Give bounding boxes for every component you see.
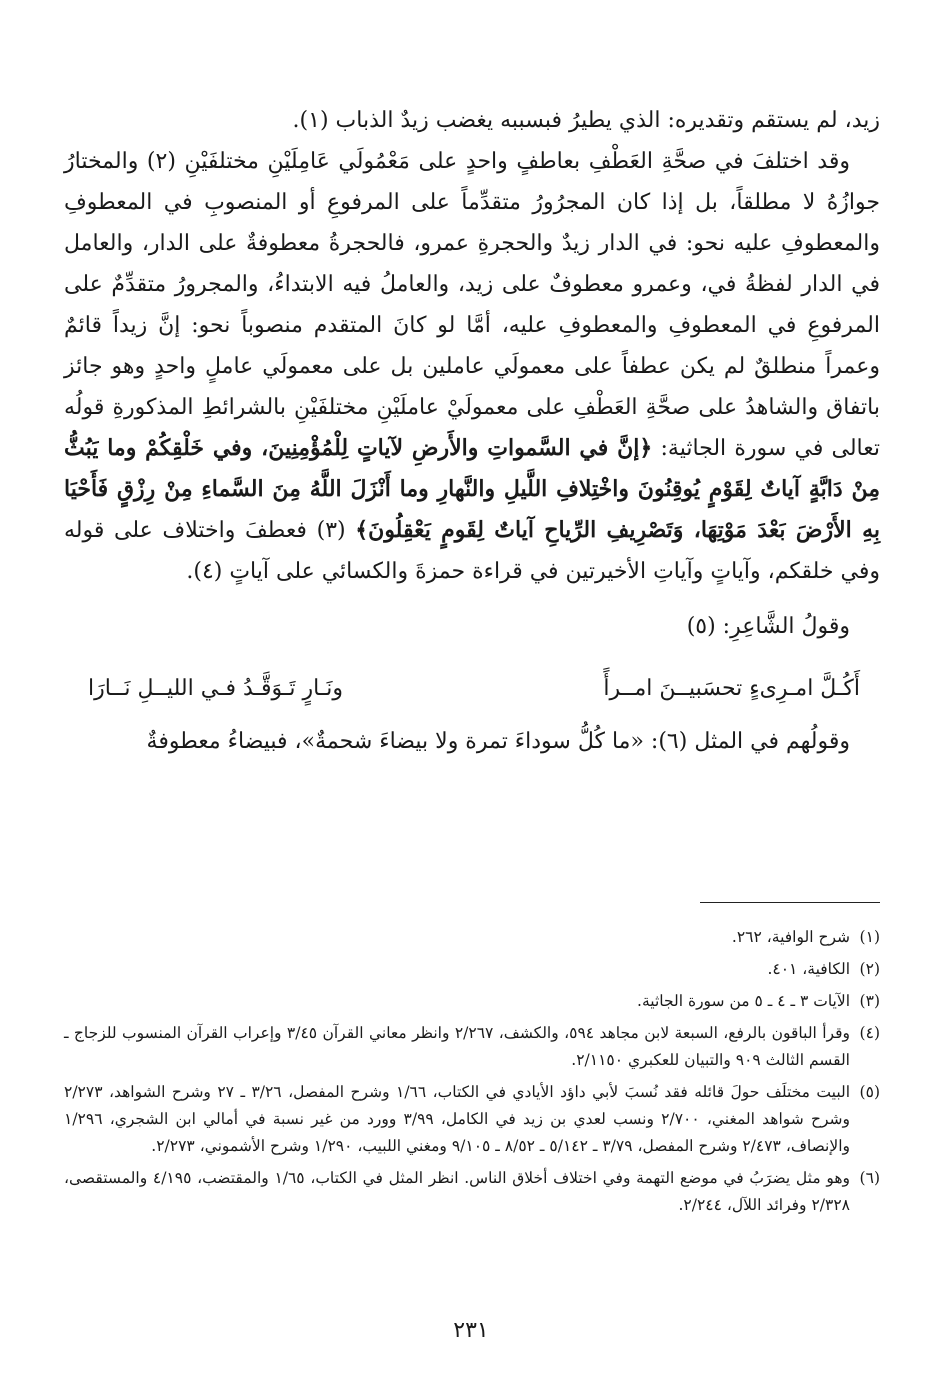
footnote-text: الكافية، ٤٠١. bbox=[767, 960, 850, 978]
footnote-number: (١) bbox=[859, 928, 880, 946]
footnote-2 bbox=[64, 956, 880, 983]
poetry-verse bbox=[88, 667, 860, 711]
paragraph-1: زيد، لم يستقم وتقديره: الذي يطيرُ فبسببه يغضب زيدٌ الذباب (١). bbox=[292, 108, 880, 133]
verse-second-hemistich: ونَـارٍ تَـوَقَّـدُ فـي الليــلِ نَــارَا bbox=[88, 676, 343, 701]
footnote-3 bbox=[64, 988, 880, 1015]
footnote-number: (٦) bbox=[859, 1169, 880, 1187]
footnote-text: الآيات ٣ ـ ٤ ـ ٥ من سورة الجاثية. bbox=[637, 992, 850, 1010]
footnote-text: وهو مثل يضرَبُ في موضع التهمة وفي اختلاف أخلاق الناس. انظر المثل في الكتاب، ١/٦٥ والمقتضب، ٤/١٩٥ والمستقصى، ٢/٣٢٨ وفرائد اللآل، ٢/٢٤٤. bbox=[64, 1169, 850, 1214]
footnote-6 bbox=[64, 1165, 880, 1219]
footnote-number: (٥) bbox=[859, 1083, 880, 1101]
quran-verse: ﴿إنَّ في السَّمواتِ والأَرضِ لآياتٍ لِلْمُؤْمِنِينَ، وفي خَلْقِكُمْ وما يَبُثُّ مِنْ دَابَّةٍ آياتٌ لِقَوْمٍ يُوقِنُونَ واخْتِلافِ اللَّيلِ والنَّهارِ وما أَنْزَلَ اللَّهُ مِنَ السَّماءِ مِنْ رِزْقٍ فَأَحْيَا بِهِ الأَرْضَ بَعْدَ مَوْتِهَا، وَتَصْرِيفِ الرِّياحِ آياتٌ لِقَومٍ يَعْقِلُونَ﴾ bbox=[64, 435, 880, 543]
footnote-number: (٣) bbox=[859, 992, 880, 1010]
footnote-5 bbox=[64, 1079, 880, 1160]
footnote-text: شرح الوافية، ٢٦٢. bbox=[731, 928, 850, 946]
footnote-1 bbox=[64, 924, 880, 951]
footnote-divider bbox=[700, 902, 880, 903]
verse-first-hemistich: أَكُـلَّ امـرِىءٍ تحسَبيــنَ امــرأً bbox=[603, 676, 860, 701]
main-text bbox=[64, 100, 880, 762]
paragraph-2-tail: (٣) فعطفَ واختلاف على قوله وفي خلقكم، وآياتٍ وآياتِ الأخيرتين في قراءة حمزةَ والكسائي على آياتٍ (٤). bbox=[64, 518, 880, 584]
paragraph-2 bbox=[64, 141, 880, 592]
verse-intro: وقولُ الشَّاعِرِ: (٥) bbox=[686, 614, 850, 639]
footnote-number: (٤) bbox=[859, 1024, 880, 1042]
paragraph-2-text: وقد اختلفَ في صحَّةِ العَطْفِ بعاطفٍ واحدٍ على مَعْمُولَي عَامِلَيْنِ مختلفَيْنِ (٢) والمختارُ جوازُهُ لا مطلقاً، بل إذا كان المجرُورُ متقدِّماً على المرفوعِ أو المنصوبِ في المعطوفِ والمعطوفِ عليه نحو: في الدار زيدٌ والحجرةِ عمرو، فالحجرةُ معطوفةٌ على الدار، والعامل في الدار لفظةُ في، وعمرو معطوفٌ على زيد، والعاملُ فيه الابتداءُ، والمجرورُ متقدِّمٌ على المرفوعِ في المعطوفِ والمعطوفِ عليه، أمَّا لو كانَ المتقدم منصوباً نحو: إنَّ زيداً قائمٌ وعمراً منطلقٌ لم يكن عطفاً على معمولَي عاملين بل على معمولَي عاملٍ واحدٍ وهو جائز باتفاق والشاهدُ على صحَّةِ العَطْفِ على معمولَيْ عاملَيْنِ مختلفَيْنِ بالشرائطِ المذكورةِ قولُه تعالى في سورة الجاثية: bbox=[64, 149, 881, 461]
footnote-number: (٢) bbox=[859, 960, 880, 978]
footnote-text: البيت مختلَف حولَ قائله فقد نُسبَ لأبي داؤد الأيادي في الكتاب، ١/٦٦ وشرح المفصل، ٣/٢٦ ـ ٢٧ وشرح الشواهد، ٢/٢٧٣ وشرح شواهد المغني، ٢/٧٠٠ ونسب لعدي بن زيد في الكامل، ٣/٩٩ وورد من غير نسبة في أمالي ابن الشجري، ١/٢٩٦ والإنصاف، ٢/٤٧٣ وشرح المفصل، ٣/٧٩ ـ ٥/١٤٢ ـ ٨/٥٢ ـ ٩/١٠٥ ومغني اللبيب، ١/٢٩٠ وشرح الأشموني، ٢/٢٧٣. bbox=[64, 1083, 851, 1155]
page-number: ٢٣١ bbox=[453, 1318, 489, 1343]
footnote-text: وقرأ الباقون بالرفع، السبعة لابن مجاهد ٥٩٤، والكشف، ٢/٢٦٧ وانظر معاني القرآن ٣/٤٥ وإعراب القرآن المنسوب للزجاج ـ القسم الثالث ٩٠٩ والتبيان للعكبري ٢/١١٥٠. bbox=[64, 1024, 850, 1069]
paragraph-3: وقولُهم في المثل (٦): «ما كُلُّ سوداءَ تمرة ولا بيضاءَ شحمةٌ»، فبيضاءُ معطوفةٌ bbox=[146, 729, 850, 754]
footnotes bbox=[64, 924, 880, 1224]
footnote-4 bbox=[64, 1020, 880, 1074]
